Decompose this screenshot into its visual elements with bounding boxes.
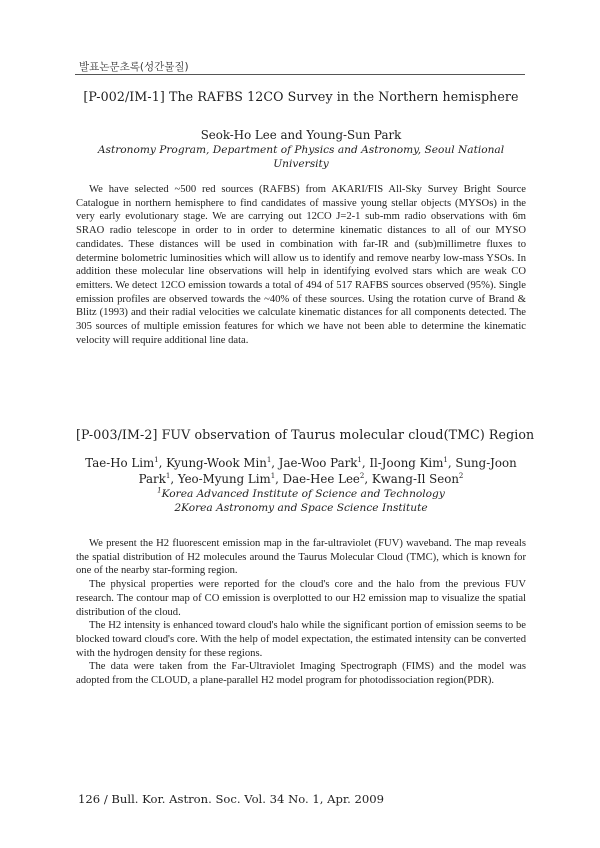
author-name: Kyung-Wook Min [166,456,267,470]
author-name: Yeo-Myung Lim [177,472,271,486]
affil-mark: 1 [157,486,162,495]
author-affil-mark: 2 [458,472,464,481]
abstract-body: We have selected ~500 red sources (RAFBS) from AKARI/FIS All-Sky Survey Bright Source Catalogue in northern hemisphere to find candidates of massive young stellar objects (MYSOs) in the very early evolutionary stage. We are carrying out 12CO J=2-1 sub-mm radio observations with 6m SRAO radio telescope in order to in order to determine kinematic distances to all of our MYSO candidates. These distances will be used in combination with far-IR and (sub)millimetre fluxes to determine bolometric luminosities which will allow us to identify and remove nearby low-mass YSOs. In addition these molecular line observations will help in identifying evolved stars which are weak CO emitters. We detect 12CO emission towards a total of 494 of 517 RAFBS sources observed (95%). Single emission profiles are observed towards the ~40% of these sources. Using the rotation curve of Brand & Blitz (1993) and their radial velocities we calculate kinematic distances for all components detected. The 305 sources of multiple emission features for which we have not been able to determine the kinematic velocity will require additional line data. [76,184,526,346]
page-footer: 126 / Bull. Kor. Astron. Soc. Vol. 34 No. 1, Apr. 2009 [78,792,385,806]
abstract-title: [P-002/IM-1] The RAFBS 12CO Survey in the Northern hemisphere [83,89,519,104]
abstract-title: [P-003/IM-2] FUV observation of Taurus molecular cloud(TMC) Region [76,427,535,442]
author-affil-mark: 1 [154,456,159,465]
abstract-body [76,537,526,688]
abstract-affiliation-1: $^1$Korea Advanced Institute of Science and Technology [157,486,445,500]
abstract-paragraph: We present the H2 fluorescent emission map in the far-ultraviolet (FUV) waveband. The map reveals the spatial distribution of H2 molecules around the Taurus Molecular Cloud (TMC), which is known for one of the nearby star-forming region. [76,538,526,577]
author-name: Sung-Joon Park [138,456,517,486]
author-name: Tae-Ho Lim [85,456,155,470]
abstract-p002 [76,89,526,347]
author-affil-mark: 1 [357,456,362,465]
author-affil-mark: 1 [266,456,272,465]
author-name: Il-Joong Kim [369,456,444,470]
author-name: Kwang-Il Seon [371,472,459,486]
section-header: 발표논문초록(성간물질) [79,61,189,73]
author-affil-mark: 1 [270,472,276,481]
abstract-affiliation: Astronomy Program, Department of Physics and Astronomy, Seoul National University [97,144,505,170]
author-affil-mark: 1 [443,456,448,465]
author-name: Dae-Hee Lee [282,472,360,486]
header-rule [75,74,525,75]
abstract-p003 [76,427,535,688]
abstract-authors: Tae-Ho Lim$^1$, Kyung-Wook Min$^1$, Jae-Woo Park$^1$, Il-Joong Kim$^1$, Sung-Joon Park$^1$, Yeo-Myung Lim$^1$, Dae-Hee Lee$^2$, Kwang-Il Seon$^2$ [85,456,517,486]
author-name: Jae-Woo Park [278,456,358,470]
author-affil-mark: 1 [165,472,171,481]
abstract-authors: Seok-Ho Lee and Young-Sun Park [200,128,402,142]
abstract-paragraph: The physical properties were reported for the cloud's core and the halo from the previous FUV research. The contour map of CO emission is overplotted to our H2 emission map to visualize the spatial distribution of the cloud. [76,579,526,618]
abstract-paragraph: The H2 intensity is enhanced toward cloud's halo while the significant portion of emission seems to be blocked toward cloud's core. With the help of model expectation, the estimated intensity can be converted with the hydrogen density for these regions. [76,620,526,659]
abstract-affiliation-2: 2Korea Astronomy and Space Science Institute [174,502,428,514]
author-affil-mark: 2 [359,472,365,481]
abstract-paragraph: The data were taken from the Far-Ultraviolet Imaging Spectrograph (FIMS) and the model was adopted from the CLOUD, a plane-parallel H2 model program for photodissociation region(PDR). [76,661,526,687]
